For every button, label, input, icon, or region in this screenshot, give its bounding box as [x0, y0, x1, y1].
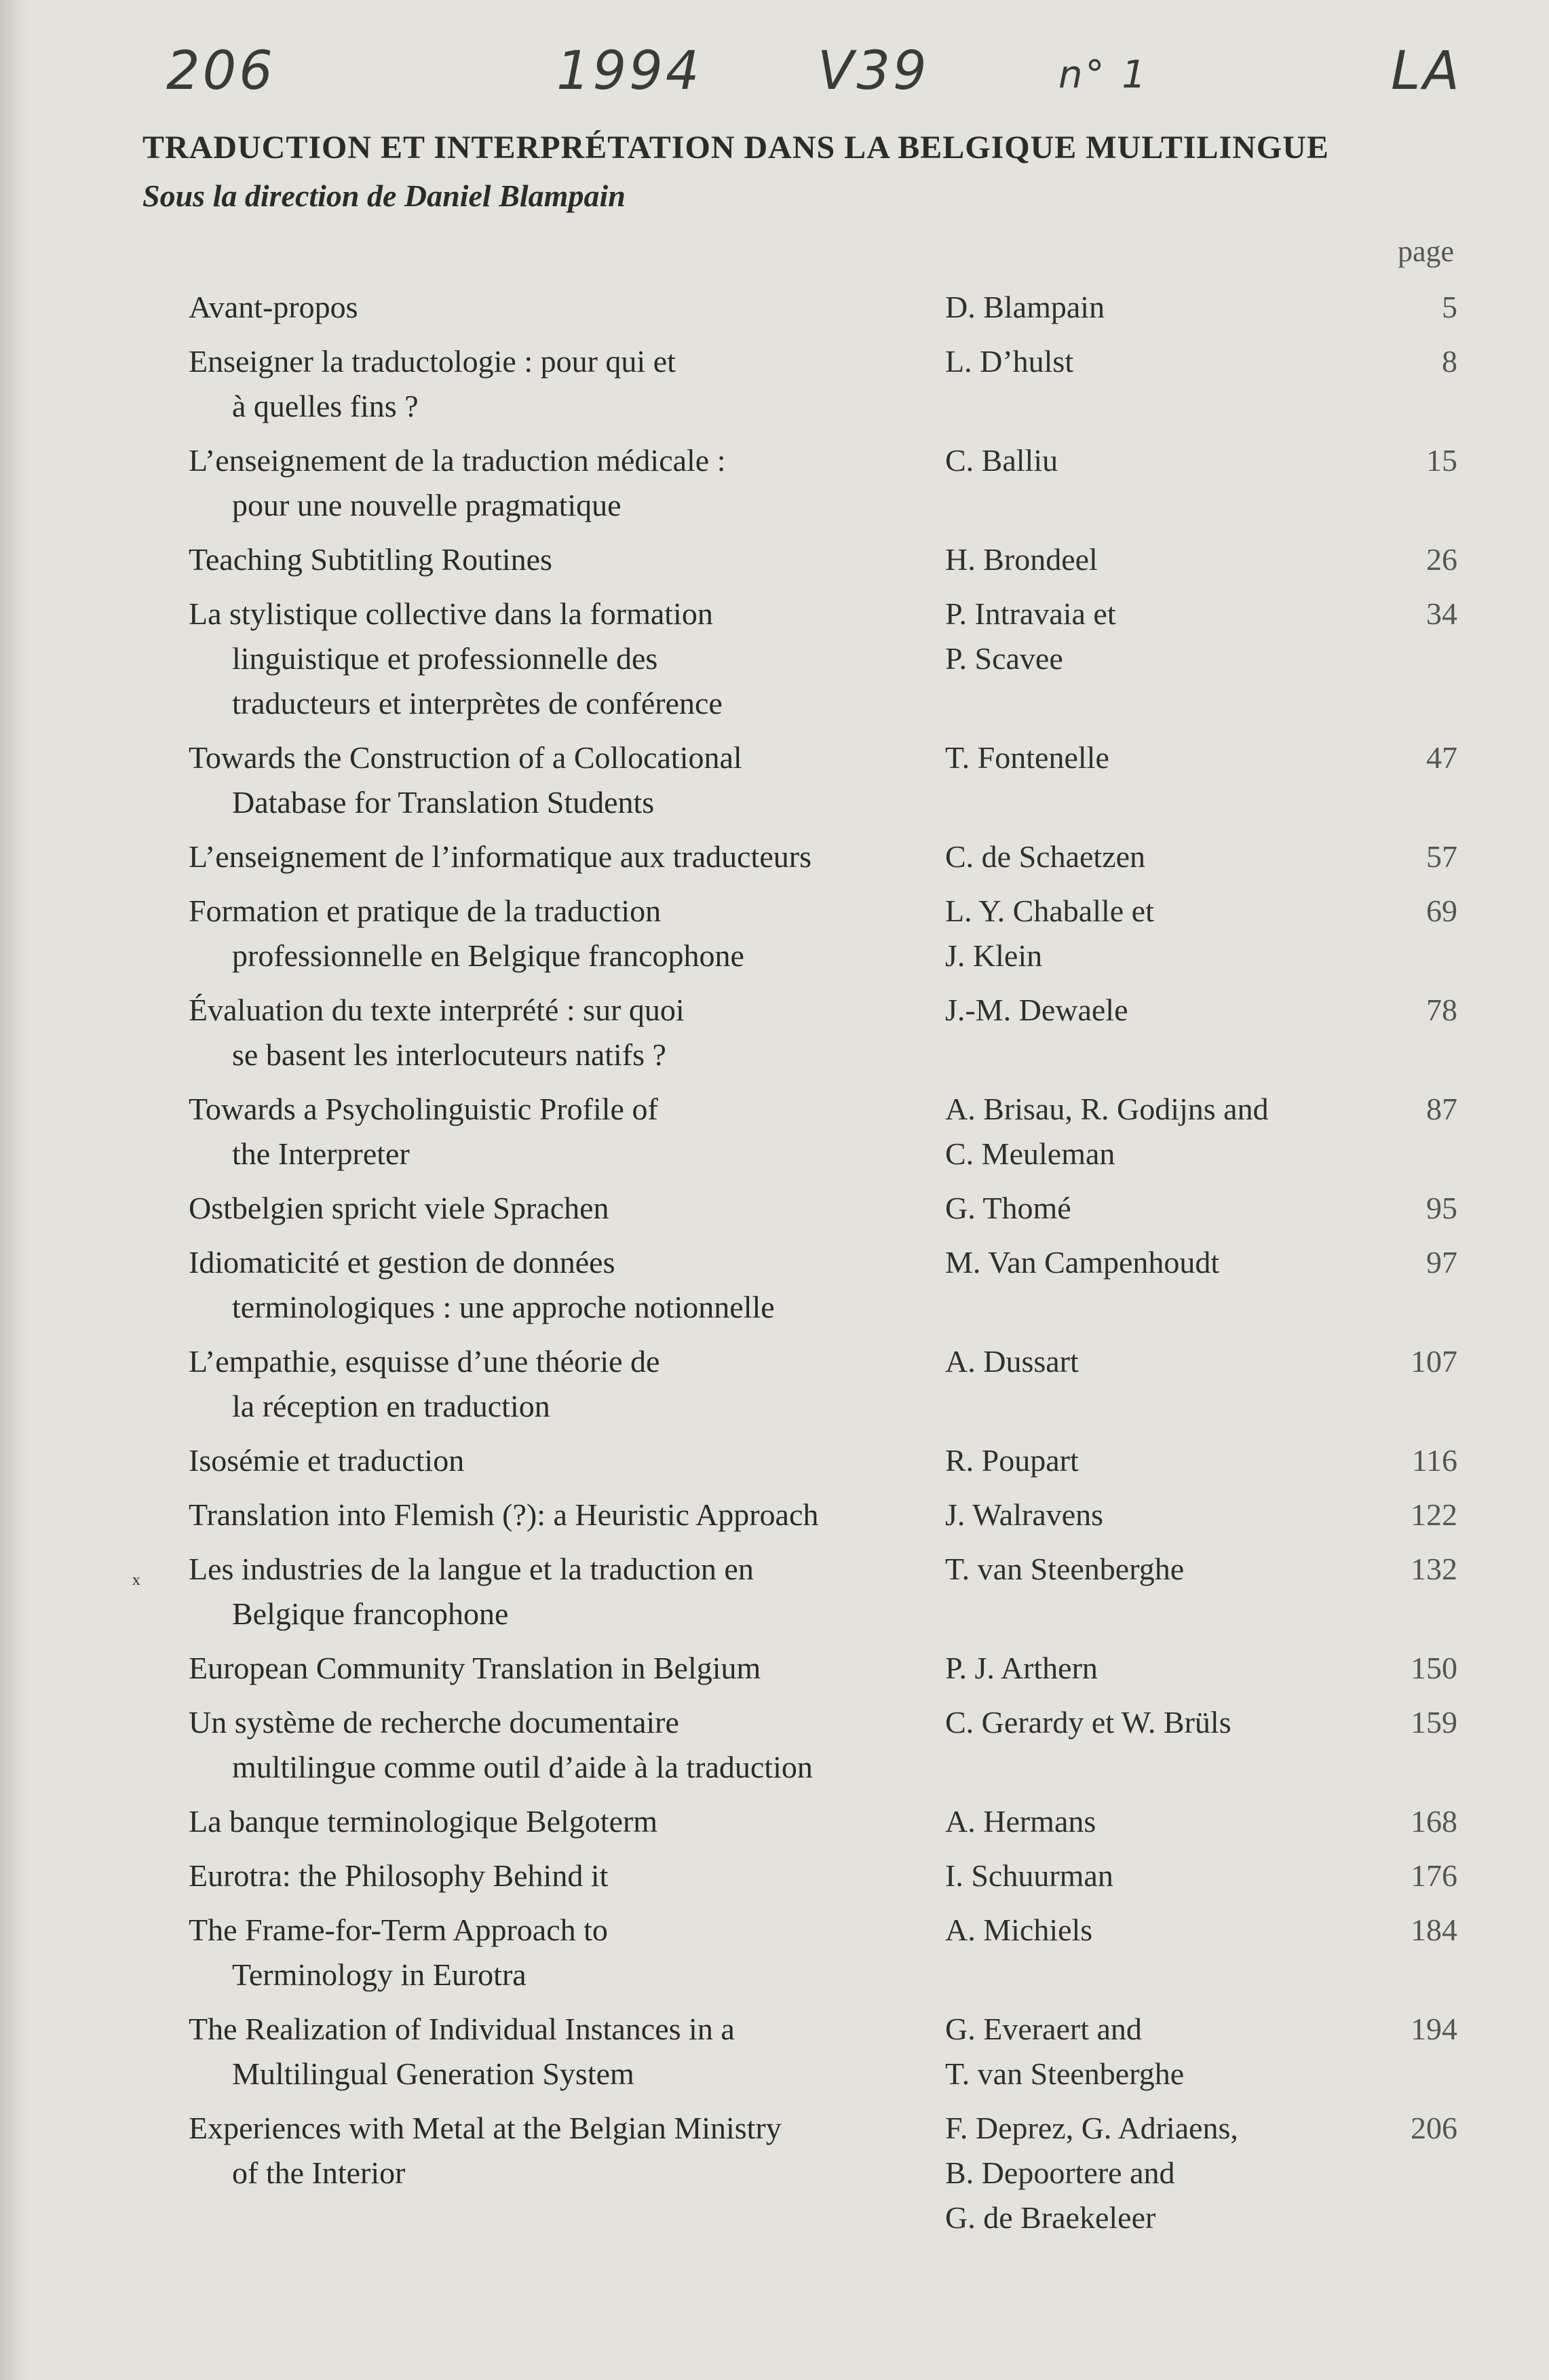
page-title: TRADUCTION ET INTERPRÉTATION DANS LA BELGIQUE MULTILINGUE: [142, 130, 1329, 166]
toc-author-line: J.-M. Dewaele: [945, 993, 1128, 1027]
toc-title-line: La stylistique collective dans la formation: [189, 596, 713, 631]
toc-title-line: Database for Translation Students: [232, 785, 655, 820]
toc-entry-title: [189, 1087, 945, 1176]
toc-author-line: B. Depoortere and: [945, 2155, 1175, 2190]
toc-title-line: Les industries de la langue et la traduction en: [189, 1552, 754, 1586]
toc-entry: [0, 2106, 1549, 2240]
toc-entry: [0, 1547, 1549, 1636]
toc-author-line: P. Scavee: [945, 641, 1063, 676]
page-column-label: page: [1398, 235, 1455, 268]
toc-entry: [0, 1493, 1549, 1537]
toc-entry: [0, 537, 1549, 582]
table-of-contents: [0, 285, 1549, 2250]
toc-entry-title: [189, 592, 945, 726]
toc-entry-authors: [945, 1646, 1366, 1691]
toc-entry-page: 168: [1411, 1804, 1457, 1839]
toc-entry-title: [189, 1493, 945, 1537]
toc-title-line: L’enseignement de la traduction médicale :: [189, 443, 726, 478]
toc-entry-authors: [945, 988, 1366, 1077]
toc-entry-authors: [945, 1186, 1366, 1231]
toc-title-line: Formation et pratique de la traduction: [189, 894, 662, 928]
toc-entry-page: 34: [1426, 596, 1457, 631]
toc-title-line: Idiomaticité et gestion de données: [189, 1245, 615, 1280]
toc-title-line: Multilingual Generation System: [232, 2056, 634, 2091]
toc-entry: [0, 1799, 1549, 1844]
toc-title-line: the Interpreter: [232, 1136, 410, 1171]
toc-title-line: Eurotra: the Philosophy Behind it: [189, 1858, 609, 1893]
toc-entry-title: [189, 1799, 945, 1844]
toc-entry-authors: [945, 1087, 1366, 1176]
toc-entry-title: [189, 1854, 945, 1898]
toc-entry-page: 8: [1442, 344, 1457, 379]
toc-author-line: M. Van Campenhoudt: [945, 1245, 1220, 1280]
toc-entry-title: [189, 1186, 945, 1231]
toc-entry-title: [189, 988, 945, 1077]
toc-entry-title: [189, 438, 945, 528]
toc-title-line: The Frame-for-Term Approach to: [189, 1913, 608, 1947]
toc-entry-page: 5: [1442, 290, 1457, 324]
toc-entry-title: [189, 735, 945, 825]
toc-title-line: se basent les interlocuteurs natifs ?: [232, 1037, 666, 1072]
toc-entry-page: 184: [1411, 1913, 1457, 1947]
toc-entry: [0, 834, 1549, 879]
toc-entry-page: 87: [1426, 1092, 1457, 1126]
toc-entry-page: 15: [1426, 443, 1457, 478]
toc-author-line: C. de Schaetzen: [945, 839, 1146, 874]
toc-entry-authors: [945, 889, 1366, 978]
toc-entry-authors: [945, 1547, 1366, 1636]
toc-author-line: R. Poupart: [945, 1443, 1079, 1478]
toc-entry: [0, 2007, 1549, 2096]
toc-entry-authors: [945, 1700, 1366, 1790]
toc-entry-page: 69: [1426, 894, 1457, 928]
toc-entry: [0, 438, 1549, 528]
page-subtitle: Sous la direction de Daniel Blampain: [142, 178, 626, 213]
toc-entry-authors: [945, 735, 1366, 825]
toc-entry-authors: [945, 1438, 1366, 1483]
toc-title-line: of the Interior: [232, 2155, 406, 2190]
handwritten-mark: V39: [818, 41, 930, 102]
toc-title-line: La banque terminologique Belgoterm: [189, 1804, 658, 1839]
toc-entry-page: 206: [1411, 2111, 1457, 2145]
toc-entry-title: [189, 1339, 945, 1429]
toc-entry-page: 97: [1426, 1245, 1457, 1280]
toc-entry-title: [189, 889, 945, 978]
toc-author-line: P. J. Arthern: [945, 1651, 1098, 1685]
toc-entry-authors: [945, 1493, 1366, 1537]
toc-title-line: The Realization of Individual Instances in a: [189, 2012, 735, 2046]
toc-author-line: G. Everaert and: [945, 2012, 1142, 2046]
toc-entry-authors: [945, 834, 1366, 879]
toc-author-line: G. de Braekeleer: [945, 2200, 1156, 2235]
toc-author-line: P. Intravaia et: [945, 596, 1116, 631]
toc-entry-authors: [945, 537, 1366, 582]
toc-author-line: L. D’hulst: [945, 344, 1074, 379]
toc-title-line: Towards a Psycholinguistic Profile of: [189, 1092, 658, 1126]
toc-author-line: H. Brondeel: [945, 542, 1098, 577]
toc-title-line: traducteurs et interprètes de conférence: [232, 686, 723, 721]
toc-entry: [0, 592, 1549, 726]
toc-entry-authors: [945, 1240, 1366, 1330]
toc-entry: [0, 1240, 1549, 1330]
toc-entry: [0, 1438, 1549, 1483]
toc-author-line: C. Gerardy et W. Brüls: [945, 1705, 1231, 1740]
toc-title-line: Towards the Construction of a Collocational: [189, 740, 742, 775]
toc-title-line: European Community Translation in Belgium: [189, 1651, 761, 1685]
toc-author-line: T. Fontenelle: [945, 740, 1109, 775]
handwritten-mark: n° 1: [1058, 53, 1149, 97]
toc-title-line: Ostbelgien spricht viele Sprachen: [189, 1191, 609, 1225]
toc-entry-authors: [945, 2106, 1366, 2240]
toc-title-line: linguistique et professionnelle des: [232, 641, 658, 676]
margin-mark: ˣ: [132, 1568, 140, 1598]
toc-entry-page: 194: [1411, 2012, 1457, 2046]
toc-author-line: J. Walravens: [945, 1497, 1104, 1532]
toc-entry-page: 57: [1426, 839, 1457, 874]
toc-title-line: Belgique francophone: [232, 1596, 509, 1631]
toc-entry: [0, 1700, 1549, 1790]
toc-title-line: Avant-propos: [189, 290, 358, 324]
toc-entry-authors: [945, 1799, 1366, 1844]
toc-entry: [0, 1646, 1549, 1691]
toc-title-line: Experiences with Metal at the Belgian Ministry: [189, 2111, 782, 2145]
toc-entry-page: 159: [1411, 1705, 1457, 1740]
toc-title-line: la réception en traduction: [232, 1389, 550, 1423]
toc-entry: [0, 889, 1549, 978]
toc-entry-title: [189, 537, 945, 582]
handwritten-mark: 206: [166, 41, 275, 102]
toc-entry-authors: [945, 1339, 1366, 1429]
toc-entry: [0, 988, 1549, 1077]
toc-title-line: L’enseignement de l’informatique aux traducteurs: [189, 839, 811, 874]
toc-author-line: J. Klein: [945, 938, 1043, 973]
toc-entry-title: [189, 339, 945, 429]
toc-entry-title: [189, 1438, 945, 1483]
toc-entry-title: [189, 1240, 945, 1330]
toc-entry-title: [189, 1646, 945, 1691]
toc-author-line: A. Brisau, R. Godijns and: [945, 1092, 1269, 1126]
toc-title-line: multilingue comme outil d’aide à la traduction: [232, 1750, 813, 1784]
toc-entry-title: [189, 1547, 945, 1636]
toc-entry: [0, 1087, 1549, 1176]
toc-entry-title: [189, 285, 945, 330]
toc-entry-page: 26: [1426, 542, 1457, 577]
toc-author-line: C. Balliu: [945, 443, 1058, 478]
toc-entry-page: 150: [1411, 1651, 1457, 1685]
toc-entry: [0, 285, 1549, 330]
toc-author-line: F. Deprez, G. Adriaens,: [945, 2111, 1238, 2145]
toc-entry-page: 132: [1411, 1552, 1457, 1586]
toc-author-line: A. Dussart: [945, 1344, 1079, 1379]
toc-author-line: A. Michiels: [945, 1913, 1093, 1947]
toc-author-line: T. van Steenberghe: [945, 1552, 1185, 1586]
toc-title-line: à quelles fins ?: [232, 389, 419, 423]
toc-author-line: G. Thomé: [945, 1191, 1071, 1225]
handwritten-mark: LA: [1391, 41, 1462, 102]
toc-entry-page: 176: [1411, 1858, 1457, 1893]
toc-author-line: T. van Steenberghe: [945, 2056, 1185, 2091]
toc-entry-page: 78: [1426, 993, 1457, 1027]
toc-entry: [0, 1186, 1549, 1231]
handwritten-mark: 1994: [556, 41, 702, 102]
toc-author-line: D. Blampain: [945, 290, 1105, 324]
toc-entry-page: 95: [1426, 1191, 1457, 1225]
toc-entry: [0, 1339, 1549, 1429]
toc-title-line: terminologiques : une approche notionnelle: [232, 1290, 775, 1324]
toc-author-line: A. Hermans: [945, 1804, 1096, 1839]
toc-entry-title: [189, 2007, 945, 2096]
toc-author-line: I. Schuurman: [945, 1858, 1113, 1893]
toc-entry: [0, 735, 1549, 825]
toc-entry-title: [189, 1908, 945, 1997]
toc-entry-authors: [945, 339, 1366, 429]
toc-entry-authors: [945, 285, 1366, 330]
toc-title-line: professionnelle en Belgique francophone: [232, 938, 744, 973]
toc-entry-page: 107: [1411, 1344, 1457, 1379]
toc-title-line: Translation into Flemish (?): a Heuristic Approach: [189, 1497, 819, 1532]
toc-entry-authors: [945, 1854, 1366, 1898]
toc-entry-page: 122: [1411, 1497, 1457, 1532]
toc-title-line: Teaching Subtitling Routines: [189, 542, 552, 577]
toc-title-line: Évaluation du texte interprété : sur quoi: [189, 993, 685, 1027]
toc-title-line: pour une nouvelle pragmatique: [232, 488, 621, 522]
toc-entry-title: [189, 1700, 945, 1790]
toc-title-line: Un système de recherche documentaire: [189, 1705, 679, 1740]
toc-entry-authors: [945, 592, 1366, 726]
toc-author-line: C. Meuleman: [945, 1136, 1115, 1171]
toc-entry-title: [189, 2106, 945, 2240]
toc-title-line: Terminology in Eurotra: [232, 1957, 527, 1992]
toc-author-line: L. Y. Chaballe et: [945, 894, 1154, 928]
toc-entry-authors: [945, 2007, 1366, 2096]
toc-title-line: Isosémie et traduction: [189, 1443, 465, 1478]
toc-entry-authors: [945, 438, 1366, 528]
toc-entry-title: [189, 834, 945, 879]
toc-entry: [0, 1854, 1549, 1898]
toc-entry-authors: [945, 1908, 1366, 1997]
toc-entry-page: 47: [1426, 740, 1457, 775]
toc-entry: [0, 1908, 1549, 1997]
toc-title-line: Enseigner la traductologie : pour qui et: [189, 344, 676, 379]
toc-entry-page: 116: [1411, 1443, 1457, 1478]
toc-title-line: L’empathie, esquisse d’une théorie de: [189, 1344, 660, 1379]
toc-entry: [0, 339, 1549, 429]
